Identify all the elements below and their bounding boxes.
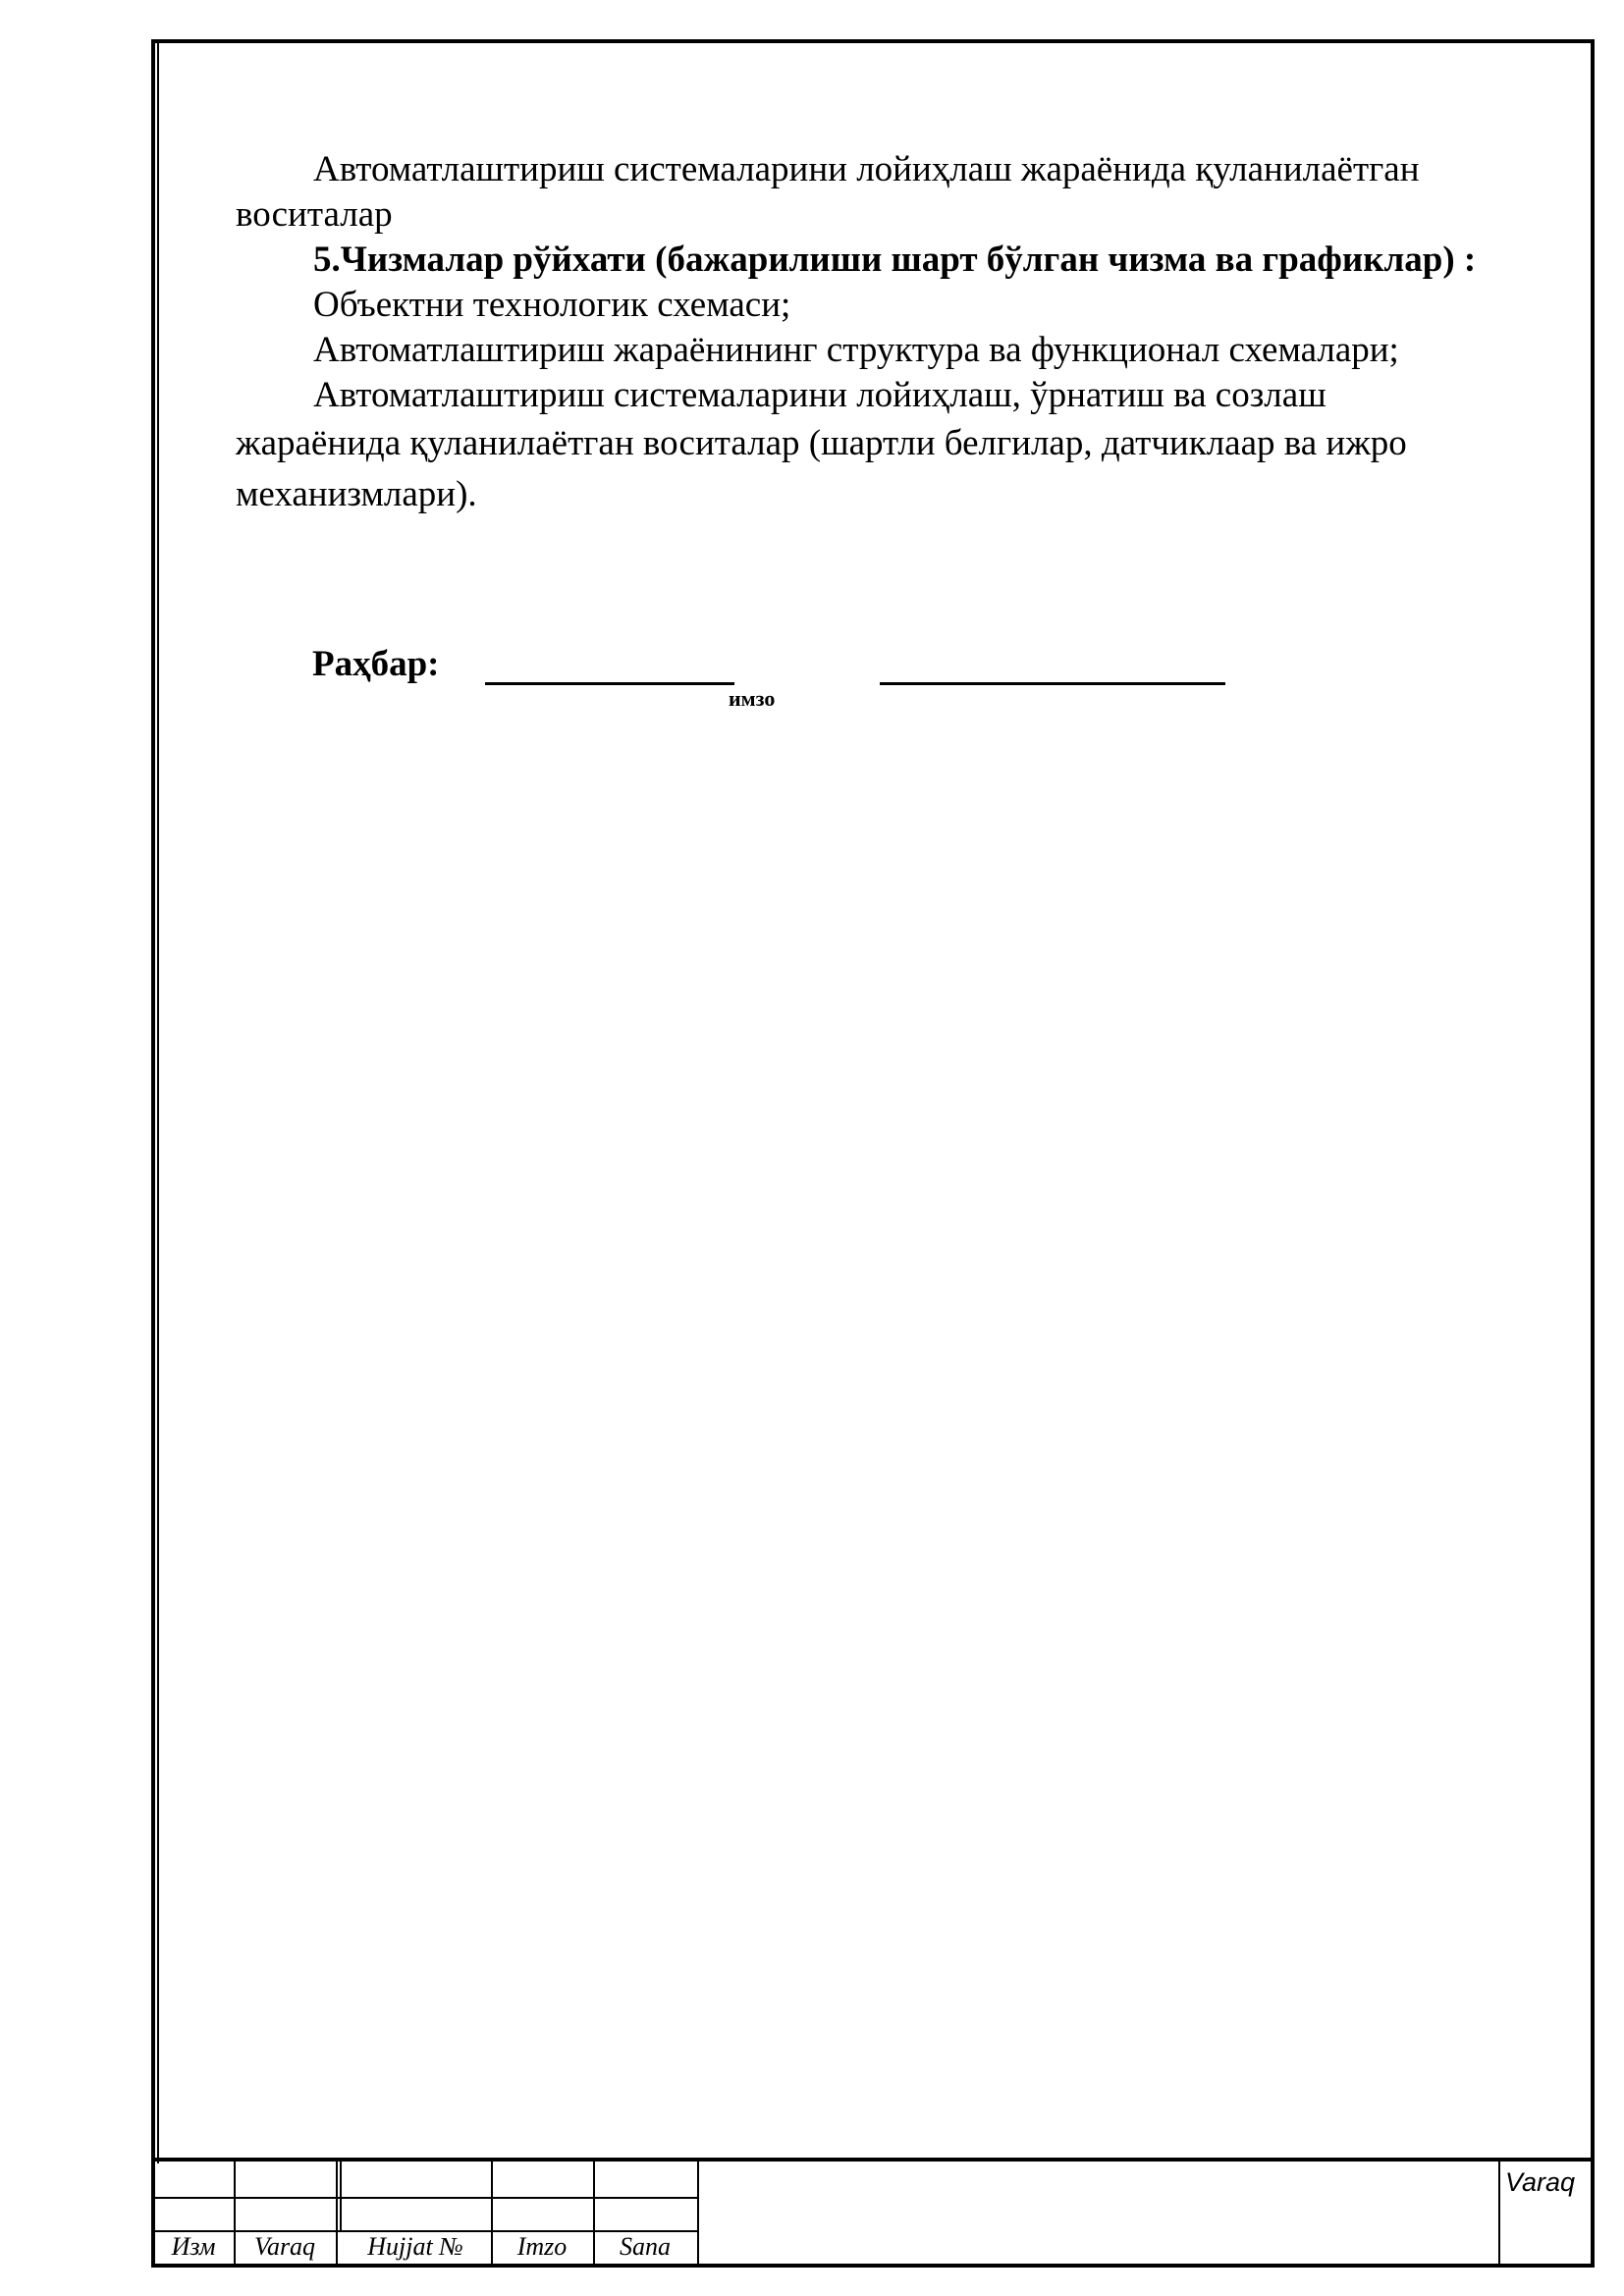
- title-block-col-divider: [1498, 2162, 1500, 2266]
- list-item-continuation: жараёнида қуланилаётган воситалар (шартли белгилар, датчиклаар ва ижро механизмлари).: [236, 423, 1407, 514]
- col-label-varaq: Varaq: [253, 2232, 316, 2261]
- section-heading: 5.Чизмалар рўйхати (бажарилиши шарт бўлган чизма ва графиклар) :: [313, 240, 1477, 280]
- col-label-sana: Sana: [620, 2232, 671, 2261]
- title-block-col-divider: [336, 2162, 338, 2266]
- intro-paragraph: Автоматлаштириш системаларини лойиҳлаш жараёнида қуланилаётган воситалар: [236, 149, 1420, 235]
- col-label-imzo: Imzo: [516, 2232, 568, 2261]
- document-body: [236, 147, 1551, 520]
- list-item: Автоматлаштириш жараёнининг структура ва функционал схемалари;: [313, 330, 1399, 370]
- list-item: Объектни технологик схемаси;: [313, 285, 791, 325]
- sheet-number-label: Varaq: [1504, 2167, 1575, 2197]
- title-block: [153, 2158, 1593, 2266]
- frame-margin-line: [157, 43, 159, 2163]
- title-block-col-divider: [340, 2162, 342, 2230]
- col-label-izm: Изм: [171, 2232, 216, 2261]
- signature-label: Раҳбар:: [312, 644, 440, 684]
- signature-block: [312, 643, 1392, 721]
- col-label-hujjat: Hujjat №: [367, 2232, 463, 2261]
- signature-line: [485, 682, 734, 685]
- signature-caption: имзо: [729, 686, 776, 711]
- name-line: [880, 682, 1225, 685]
- title-block-col-divider: [697, 2162, 699, 2266]
- list-item: Автоматлаштириш системаларини лойиҳлаш, ўрнатиш ва созлаш: [313, 375, 1326, 415]
